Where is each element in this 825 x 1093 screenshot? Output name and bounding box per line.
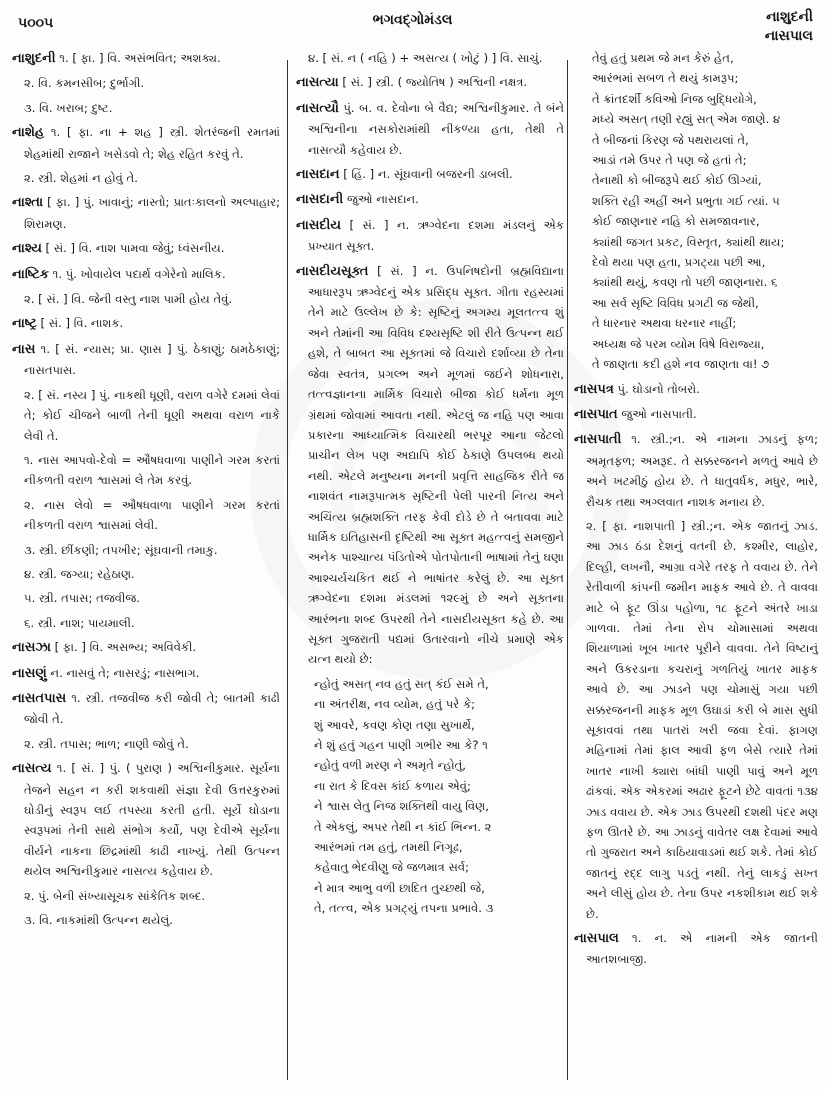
verse-line: આરંભમાં તમ હતું, તમથી નિગૂઢ, bbox=[314, 840, 463, 855]
page-header bbox=[0, 0, 825, 48]
entry-definition: [ સં. ] વિ. નાશ પામવા જેવું; ધ્વંસનીય. bbox=[41, 241, 225, 256]
entry-headword: નાસદાન bbox=[296, 167, 340, 183]
dictionary-entry bbox=[12, 688, 280, 730]
verse-line: ને માત્ર આભુ વળી છાદિત તુચ્છથી જે, bbox=[314, 880, 485, 895]
verse-line: તે ધારનાર અથવા ધરનાર નાહીં; bbox=[592, 316, 737, 331]
verse-line: ન્હોતું વળી મરણ ને અમૃતે ન્હોતું, bbox=[314, 758, 466, 773]
guide-words bbox=[765, 8, 813, 46]
entry-headword: નાસત્યા bbox=[296, 75, 339, 91]
verse-line: ન્હોતું અસત્ નવ હતું સત્ કંઈ સમે તે, bbox=[314, 676, 489, 691]
entry-definition: ૧. [ સં. ન્યાસ; પ્રા. ણાસ ] પું. ઠેકાણું; ઠામઠેકાણું; નાસતપાસ. bbox=[24, 341, 280, 378]
verse-line: ને શું હતું ગહન પાણી ગભીર આ કે? ૧ bbox=[314, 738, 488, 752]
entry-sense: ૨. નાસ લેવો = ઔષધવાળા પાણીને ગરમ કરતાં નીકળતી વરાળ શ્વાસમાં લેવી. bbox=[24, 497, 280, 533]
entry-definition: પું. બ. વ. દેવોના બે વૈદ્ય; અશ્વિનીકુમાર. તે બંને અશ્વિનીના નસકોરામાંથી નીકળ્યા હતા, તેથી તે નાસત્યૌ કહેવાય છે. bbox=[308, 100, 564, 157]
entry-sense: ૩. વિ. નાકમાંથી ઉત્પન્ન થયેલું. bbox=[24, 913, 173, 928]
verse-line: મધ્યે અસત્ તણી રહ્યું સત્ એમ જાણે. ૪ bbox=[592, 112, 781, 127]
entry-headword: નાસત્યૌ bbox=[296, 100, 339, 116]
dictionary-column-2 bbox=[296, 48, 564, 923]
entry-sense: ૩. વિ. ખરાબ; દુષ્ટ. bbox=[24, 100, 113, 115]
entry-sense: ૨. પું. બેની સંખ્યાસૂચક સાંકેતિક શબ્દ. bbox=[24, 888, 206, 903]
entry-headword: નાષ્ટ્ર bbox=[12, 316, 37, 332]
entry-definition: ૧. પું. ખોવાયેલ પદાર્થ વગેરેનો માલિક. bbox=[48, 266, 226, 281]
entry-headword: નાસદાની bbox=[296, 192, 344, 208]
entry-definition: [ સં. ] સ્ત્રી. ( જ્યોતિષ ) અશ્વિની નક્ષત્ર. bbox=[338, 75, 528, 90]
verse-line: ના રાત કે દિવસ કાંઈ કળાય એવું; bbox=[314, 778, 471, 793]
verse-line: આરંભમાં સબળ તે થયું કામરૂપ; bbox=[592, 71, 739, 86]
entry-headword: નાસપાતી bbox=[574, 432, 622, 448]
dictionary-entry bbox=[296, 261, 564, 670]
verse-line: આડાં તમે ઉપર તે પણ જે હતાં તે; bbox=[592, 153, 747, 168]
entry-sense: ૪. [ સં. ન ( નહિ ) + અસત્ય ( ખોટું ) ] વિ. સાચું. bbox=[308, 51, 543, 65]
entry-sense: ૨. [ ફા. નાશપાતી ] સ્ત્રી.;ન. એક જાતનું ઝાડ. આ ઝાડ ઠંડા દેશનું વતની છે. કશ્મીર, લાહોર, દિલ્હી, લખનૌ, આગ્રા વગેરે તરફ તે વવાય છે. તેને રેતીવાળી કાંપની જમીન માફક આવે છે. તે વાવવા માટે બે ફૂટ ઊંડા પહોળા, ૧૮ ફૂટને અંતરે ખાડા ગાળવા. તેમાં તેના રોપ ચોમાસામાં અથવા શિયાળામાં ખૂબ ખાતર પૂરીને વાવવા. તેને વિષ્ટાનું અને ઉકરડાના કચરાનું ગળતિયું ખાતર માફક આવે છે. આ ઝાડને પણ ચોમાસું ગયા પછી સક્કરજનની માફક મૂળ ઉઘાડાં કરી બે માસ સુધી સૂકાવવાં તથા પાતરાં ખરી જવા દેવાં. ફાગણ મહિનામાં તેમાં ફાલ આવી ફળ બેસે ત્યારે તેમાં ખાતર નાખી ક્યારા બાંધી પાણી પાવું અને મૂળ ઢાંકવાં. એક એકરમાં અઢાર ફૂટને છેટે વાવતાં ૧૩૪ ઝાડ વવાય છે. એક ઝાડ ઉપરથી દશથી પંદર મણ ફળ ઊતરે છે. આ ઝાડનું વાવેતર લક્ષ દેવામાં આવે તો ગુજરાત અને કાઠિયાવાડમાં થઈ શકે. તેમાં કોઈ જાતનું રદ્દ લાગુ પડતું નથી. તેનું લાકડું સખ્ત અને લીસું હોય છે. તેના ઉપર નકશીકામ થઈ શકે છે. bbox=[586, 518, 818, 921]
verse-line: આ સર્વ સૃષ્ટિ વિવિધ પ્રગટી જ જેથી, bbox=[592, 295, 759, 310]
dictionary-entry bbox=[574, 928, 818, 970]
dictionary-entry bbox=[12, 238, 280, 259]
entry-definition: [ સં. ] ન. ઋગ્વેદના દશમા મંડલનું એક પ્રખ્યાત સૂક્ત. bbox=[308, 217, 564, 254]
entry-sense: ૪. સ્ત્રી. જગ્યા; રહેઠાણ. bbox=[24, 566, 135, 581]
entry-headword: નાસત્ય bbox=[12, 761, 52, 777]
entry-headword: નાશ્તા bbox=[12, 195, 44, 211]
guide-word-last: નાસપાલ bbox=[764, 28, 813, 44]
entry-headword: નાસદીય bbox=[296, 217, 342, 233]
dictionary-entry bbox=[12, 122, 280, 164]
dictionary-entry bbox=[296, 215, 564, 257]
entry-sense: ૨. સ્ત્રી. તપાસ; ભાળ; નાણી જોવું તે. bbox=[24, 736, 189, 751]
verse-line: અધ્યક્ષ જે પરમ વ્યોમ વિષે વિરાજ્યા, bbox=[592, 336, 765, 351]
dictionary-entry bbox=[12, 264, 280, 285]
entry-headword: નાસઝા bbox=[12, 640, 51, 656]
dictionary-entry bbox=[12, 313, 280, 334]
verse-line: તે જાણતા કદી હશે નવ જાણતા વા! ૭ bbox=[592, 357, 770, 372]
dictionary-column-1 bbox=[12, 48, 280, 934]
entry-definition: જુઓ નાસદાન. bbox=[343, 192, 419, 207]
entry-headword: નાસતપાસ bbox=[12, 690, 67, 706]
book-title: ભગવદ્ગોમંડલ bbox=[372, 12, 453, 28]
entry-definition: ૧. [ સં. ] પું. ( પુરાણ ) અશ્વિનીકુમાર. સૂર્યના તેજને સહન ન કરી શકવાથી સંજ્ઞા દેવી ઉત્તરકુરુમાં ઘોડીનું સ્વરૂપ લઈ તપસ્યા કરતી હતી. સૂર્યે ઘોડાના સ્વરૂપમાં તેની સાથે સંભોગ કર્યો, પણ દેવીએ સૂર્યના વીર્યને નાકના છિદ્રમાંથી કાઢી નાખ્યું. તેથી ઉત્પન્ન થયેલ અશ્વિનીકુમાર નાસત્ય કહેવાય છે. bbox=[24, 761, 280, 879]
entry-definition: ૧. [ ફા. ના + શહ ] સ્ત્રી. શેતરંજની રમતમાં શેહમાંથી રાજાને ખસેડવો તે; શેહ રહિત કરવું તે. bbox=[24, 125, 280, 161]
verse-line: તેનાથી કો બીજરૂપે થઈ કોઈ ઊગ્યાં, bbox=[592, 173, 762, 188]
entry-headword: નાષ્ટિક bbox=[12, 266, 49, 282]
entry-definition: ન. નાસવું તે; નાસરડું; નાસભાગ. bbox=[46, 665, 200, 680]
guide-word-first: નાશુદની bbox=[766, 9, 813, 25]
verse-line: ક્યાંથી થયું, કવણ તો પછી જાણનારા. ૬ bbox=[592, 275, 778, 290]
entry-sense: ૩. સ્ત્રી. છીંકણી; તપખીર; સૂંઘવાની તમાકુ. bbox=[24, 542, 218, 557]
page-number: ૫૦૦૫ bbox=[18, 15, 54, 31]
entry-sense: ૨. [ સં. નસ્ય ] પું. નાકથી ધૂણી, વરાળ વગેરે દમમાં લેવાં તે; કોઈ ચીજને બાળી તેની ધૂણી અથવા વરાળ નાકે લેવી તે. bbox=[24, 387, 280, 443]
verse-line: શક્તિ રહી અહીં અને પ્રભુતા ગઈ ત્યાં. ૫ bbox=[592, 193, 780, 208]
verse-line: કોઈ જાણનાર નહિ કો સમજાવનાર, bbox=[592, 214, 760, 229]
entry-definition: [ હિં. ] ન. સૂંઘવાની બજરની ડાબલી. bbox=[339, 167, 513, 182]
entry-sense: ૨. [ સં. ] વિ. જેની વસ્તુ નાશ પામી હોય તેવું. bbox=[24, 292, 233, 307]
entry-headword: નાસપાત bbox=[574, 406, 618, 422]
dictionary-column-3 bbox=[574, 48, 818, 974]
verse-line: ક્યાંથી જગત પ્રકટ, વિસ્તૃત, ક્યાંથી થાય; bbox=[592, 234, 785, 249]
verse-line: કહેવાતુ ભેદવીણુ જે જળમાત્ર સર્વ; bbox=[314, 860, 469, 875]
verse-line: શું આવરે, કવણ કોણ તણા સુખાર્થે, bbox=[314, 717, 475, 732]
dictionary-entry bbox=[296, 72, 564, 93]
entry-definition: ૧. સ્ત્રી. તજવીજ કરી જોવી તે; બાતમી કાઢી જોવી તે. bbox=[24, 690, 280, 727]
verse-block bbox=[296, 674, 564, 919]
entry-definition: [ ફા. ] પું. ખાવાનું; નાસ્તો; પ્રાતઃકાલનો અલ્પાહાર; શિરામણ. bbox=[24, 195, 280, 231]
entry-definition: પું. ઘોડાનો તોબરો. bbox=[613, 381, 700, 396]
entry-sense: ૨. વિ. કમનસીબ; દુર્ભાગી. bbox=[24, 76, 145, 91]
entry-definition: [ સં. ] વિ. નાશક. bbox=[36, 316, 124, 331]
column-divider bbox=[287, 60, 288, 1080]
entry-headword: નાસપાલ bbox=[574, 931, 619, 947]
entry-sense: ૫. સ્ત્રી. તપાસ; તજવીજ. bbox=[24, 591, 140, 606]
verse-line: તે, તત્ત્વ, એક પ્રગટ્યું તપના પ્રભાવે. ૩ bbox=[314, 901, 494, 916]
dictionary-entry bbox=[12, 637, 280, 658]
column-divider bbox=[567, 60, 568, 1080]
verse-line: તે બીજનાં કિરણ જે પથરાયલાં તે, bbox=[592, 132, 749, 147]
entry-headword: નાશ્ય bbox=[12, 241, 42, 257]
verse-line: તે એકલું, અપર તેથી ન કાંઈ ભિન્ન. ૨ bbox=[314, 819, 492, 834]
entry-sense: ૨. સ્ત્રી. શેહમાં ન હોવું તે. bbox=[24, 171, 138, 186]
entry-definition: ૧. સ્ત્રી.;ન. એ નામના ઝાડનું ફળ; અમૃતફળ; અમરૂદ. તે સક્કરજનને મળતું આવે છે અને ખટમીઠું હોય છે. તે ધાતુવર્ધક, મધુર, ભારે, રૌચક તથા અગ્લવાત નાશક મનાય છે. bbox=[586, 432, 818, 509]
dictionary-entry bbox=[296, 189, 564, 210]
entry-definition: ૧. ન. એ નામની એક જાતની આતશબાજી. bbox=[586, 931, 818, 967]
verse-block bbox=[574, 48, 818, 375]
dictionary-entry bbox=[12, 48, 280, 69]
verse-line: ને શ્વાસ લેતુ નિજ શક્તિથી વાયુ વિણ, bbox=[314, 799, 489, 814]
entry-headword: નાશેહ bbox=[12, 125, 45, 141]
verse-line: દેવો થયા પણ હતા, પ્રગટ્યા પછી આ, bbox=[592, 255, 766, 270]
entry-headword: નાસણું bbox=[12, 665, 47, 681]
entry-sense: ૬. સ્ત્રી. નાશ; પાયમાલી. bbox=[24, 615, 135, 630]
dictionary-entry bbox=[296, 98, 564, 160]
entry-headword: નાસદીયસૂક્ત bbox=[296, 263, 369, 279]
dictionary-entry bbox=[574, 404, 818, 425]
entry-definition: ૧. [ ફા. ] વિ. અસંભવિત; અશક્ય. bbox=[55, 51, 221, 65]
verse-line: ના અંતરીક્ષ, નવ વ્યોમ, હતું પરે કે; bbox=[314, 697, 476, 712]
dictionary-entry bbox=[12, 758, 280, 881]
entry-definition: [ સં. ] ન. ઉપનિષદોની બ્રહ્મવિદ્યાના આધારરૂપ ઋગ્વેદનું એક પ્રસિદ્ધ સૂક્ત. ગીતા રહસ્યમાં તેને માટે ઉલ્લેખ છે કે: સૃષ્ટિનું અગમ્ય મૂલતત્ત્વ શું અને તેમાંની આ વિવિધ દશ્યસૃષ્ટિ શી રીતે ઉત્પન્ન થઈ હશે, તે બાબત આ સૂક્તમાં જે વિચારો દર્શાવ્યા છે તેના જેવા સ્વતંત્ર, પ્રગલ્ભ અને મૂળમાં જઈને શોધનારા, તત્ત્વજ્ઞાનના માર્મિક વિચારો બીજા કોઈ ધર્મના મૂળ ગ્રંથમાં જોવામાં આવતા નથી. એટલું જ નહિ પણ આવા પ્રકારના આધ્યાત્મિક વિચારથી ભરપૂર આના જેટલો પ્રાચીન લેખ પણ અદ્યાપિ કોઈ ઠેકાણે ઉપલબ્ધ થયો નથી. એટલે મનુષ્યના મનની પ્રવૃત્તિ સાહજિક રીતે જ નાશવંત નામરૂપાત્મક સૃષ્ટિની પેલી પારની નિત્ય અને અચિંત્ય બ્રહ્મશક્તિ તરફ કેવી દોડે છે તે બતાવવા માટે ધાર્મિક ઇતિહાસની દૃષ્ટિથી આ સૂક્ત મહત્ત્વનું સમજીને અનેક પાશ્ચાત્ય પંડિતોએ પોતપોતાની ભાષામાં તેનું ઘણા આશ્ચર્યચકિત થઈ ને ભાષાંતર કરેલું છે. આ સૂક્ત ઋગ્વેદના દશમા મંડલમાં ૧૨૯મું છે અને સૂક્તના આરંભના શબ્દ ઉપરથી તેને નાસદીયસૂક્ત કહે છે. આ સૂક્ત ગુજરાતી પદ્યમાં ઉતારવાનો નીચે પ્રમાણે એક યત્ન થયો છે: bbox=[308, 263, 564, 667]
dictionary-entry bbox=[296, 164, 564, 185]
dictionary-entry bbox=[12, 663, 280, 684]
entry-headword: નાસપત્ર bbox=[574, 381, 614, 397]
entry-definition: [ ફા. ] વિ. અસભ્ય; અવિવેકી. bbox=[51, 640, 197, 655]
verse-line: તે ક્રાંતદર્શી કવિઓ નિજ બુદ્ધિયોગે, bbox=[592, 91, 757, 106]
entry-headword: નાસ bbox=[12, 341, 36, 357]
entry-definition: જુઓ નાસપાતી. bbox=[617, 406, 697, 421]
verse-line: તેવું હતું પ્રથમ જે મન કેરું હેત, bbox=[592, 51, 734, 65]
entry-headword: નાશુદની bbox=[12, 51, 56, 66]
dictionary-entry bbox=[574, 379, 818, 400]
dictionary-entry bbox=[12, 192, 280, 234]
entry-sense: ૧. નાસ આપવો-દેવો = ઔષધવાળા પાણીને ગરમ કરતાં નીકળતી વરાળ શ્વાસમાં લે તેમ કરવું. bbox=[24, 452, 280, 488]
dictionary-entry bbox=[12, 339, 280, 381]
dictionary-entry bbox=[574, 429, 818, 512]
